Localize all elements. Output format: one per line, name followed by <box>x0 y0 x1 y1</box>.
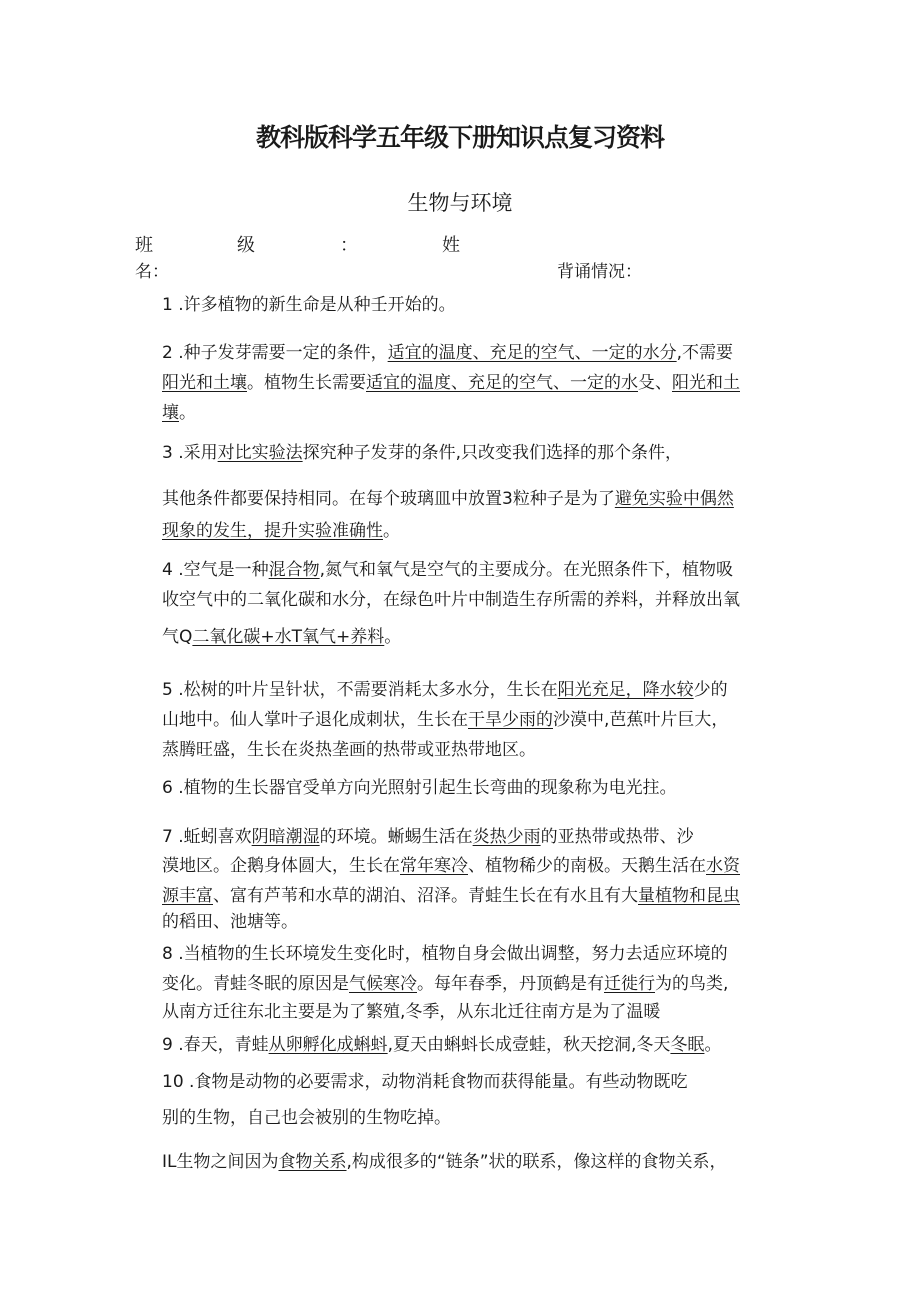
text-line <box>162 907 298 932</box>
text-segment: 沙漠中,芭蕉叶片巨大， <box>553 710 729 730</box>
text-line <box>162 735 536 760</box>
text-segment: 的环境。蜥蜴生活在 <box>319 827 473 847</box>
text-line <box>162 1147 727 1172</box>
key-term: 混合物 <box>268 560 320 580</box>
text-segment: 的稻田、池塘等。 <box>162 912 298 932</box>
text-segment: 山地中。仙人掌叶子退化成刺状，生长在 <box>162 710 468 730</box>
text-line <box>162 939 728 964</box>
text-segment: 8 .当植物的生长环境发生变化时，植物自身会做出调整，努力去适应环境的 <box>162 944 728 964</box>
text-segment: 6 .植物的生长器官受单方向光照射引起生长弯曲的现象称为电光拄。 <box>162 778 677 798</box>
text-segment: IL生物之间因为 <box>162 1152 279 1172</box>
key-term: 阳光和土壤 <box>162 373 247 393</box>
text-line <box>162 997 660 1022</box>
text-segment: 。 <box>179 403 196 423</box>
text-segment: 其他条件都要保持相同。在每个玻璃皿中放置3粒种子是为了 <box>162 489 615 509</box>
text-line <box>162 969 728 994</box>
text-segment: 气Q <box>162 627 193 647</box>
text-segment: 4 .空气是一种 <box>162 560 269 580</box>
page-title: 教科版科学五年级下册知识点复习资料 <box>255 123 664 152</box>
text-segment: 5 .松树的叶片呈针状，不需要消耗太多水分，生长在 <box>162 680 558 700</box>
text-segment: 漠地区。企鹅身体圆大，生长在 <box>162 856 400 876</box>
text-segment: 、富有芦苇和水草的湖泊、沼泽。青蛙生长在有水且有大 <box>213 886 638 906</box>
key-term: 对比实验法 <box>217 443 303 463</box>
text-segment: ,氮气和氧气是空气的主要成分。在光照条件下，植物吸 <box>319 560 734 580</box>
text-segment: 别的生物，自己也会被别的生物吃掉。 <box>162 1108 451 1128</box>
class-label-char1: 班 <box>135 235 153 256</box>
text-segment: ,不需要 <box>676 343 734 363</box>
text-line <box>162 1067 687 1092</box>
text-segment: 3 .采用 <box>162 443 218 463</box>
text-line <box>162 705 728 730</box>
key-term: 阳光和土 <box>672 373 740 393</box>
key-term: 避免实验中偶然 <box>614 489 734 509</box>
text-line <box>162 622 401 647</box>
text-line <box>162 338 733 363</box>
text-segment: ,构成很多的“链条”状的联系，像这样的食物关系， <box>346 1152 727 1172</box>
text-line <box>162 851 740 876</box>
text-segment: ,夏天由蝌蚪长成壹蛙，秋天挖洞,冬天 <box>387 1035 671 1055</box>
text-line <box>162 484 734 509</box>
text-segment: 。 <box>704 1035 722 1055</box>
key-term: 干旱少雨的 <box>468 710 553 730</box>
key-term: 迁徙行 <box>604 974 655 994</box>
recite-status-label: 背诵情况： <box>557 262 642 282</box>
key-term: 食物关系 <box>278 1152 347 1172</box>
text-segment: 的亚热带或热带、沙 <box>540 827 694 847</box>
key-term: 源丰富 <box>162 886 213 906</box>
text-segment: 7 .蚯蚓喜欢 <box>162 827 252 847</box>
text-segment: 变化。青蛙冬眠的原因是 <box>162 974 349 994</box>
text-line <box>162 585 740 610</box>
key-term: 阴暗潮湿 <box>251 827 320 847</box>
text-line <box>162 398 196 423</box>
key-term: 常年寒冷 <box>400 856 468 876</box>
text-line <box>162 438 682 463</box>
text-segment: 从南方迁往东北主要是为了繁殖,冬季，从东北迁往南方是为了温暖 <box>162 1002 661 1022</box>
text-segment: 10 .食物是动物的必要需求，动物消耗食物而获得能量。有些动物既吃 <box>162 1072 688 1092</box>
text-segment: 。植物生长需要 <box>247 373 366 393</box>
key-term: 阳光充足，降水较 <box>557 680 694 700</box>
key-term: 气候寒冷 <box>349 974 417 994</box>
text-line <box>162 822 694 847</box>
key-term: 量植物和昆虫 <box>638 886 740 906</box>
text-segment: 。 <box>384 627 402 647</box>
name-label-char1: 姓 <box>442 235 460 256</box>
key-term: 炎热少雨 <box>472 827 541 847</box>
text-segment: 9 .春天，青蛙 <box>162 1035 269 1055</box>
key-term: 从卵孵化成蝌蚪 <box>268 1035 388 1055</box>
key-term: 适宜的温度、充足的空气、一定的水 <box>366 373 638 393</box>
text-segment: 探究种子发芽的条件,只改变我们选择的那个条件， <box>302 443 683 463</box>
class-label-char2: 级 <box>237 235 255 256</box>
text-segment: 。 <box>383 521 400 541</box>
text-line <box>162 290 456 315</box>
text-segment: 。每年春季，丹顶鹤是有 <box>417 974 604 994</box>
text-segment: 2 .种子发芽需要一定的条件， <box>162 343 388 363</box>
key-term: 适宜的温度、充足的空气、一定的水分 <box>387 343 677 363</box>
key-term: 壤 <box>162 403 179 423</box>
text-line <box>162 1030 721 1055</box>
text-segment: 收空气中的二氧化碳和水分，在绿色叶片中制造生存所需的养料，并释放出氧 <box>162 590 740 610</box>
text-line <box>162 773 677 798</box>
text-segment: 殳、 <box>638 373 672 393</box>
text-line <box>162 368 740 393</box>
name-label-char2: 名： <box>135 262 169 282</box>
section-title: 生物与环境 <box>407 191 513 215</box>
key-term: 现象的发生，提升实验准确性 <box>162 521 383 541</box>
text-line <box>162 555 733 580</box>
text-segment: 蒸腾旺盛，生长在炎热垄画的热带或亚热带地区。 <box>162 740 536 760</box>
text-line <box>162 1103 451 1128</box>
text-line <box>162 881 740 906</box>
key-term: 水资 <box>706 856 740 876</box>
class-colon: ： <box>340 235 358 256</box>
text-segment: 1 .许多植物的新生命是从种壬开始的。 <box>162 295 456 315</box>
text-segment: 为的鸟类, <box>655 974 729 994</box>
text-segment: 、植物稀少的南极。天鹅生活在 <box>468 856 706 876</box>
text-segment: 少的 <box>693 680 728 700</box>
key-term: 冬眠 <box>670 1035 705 1055</box>
text-line <box>162 516 400 541</box>
key-term: 二氧化碳+水T氧气+养料 <box>192 627 385 647</box>
text-line <box>162 675 728 700</box>
